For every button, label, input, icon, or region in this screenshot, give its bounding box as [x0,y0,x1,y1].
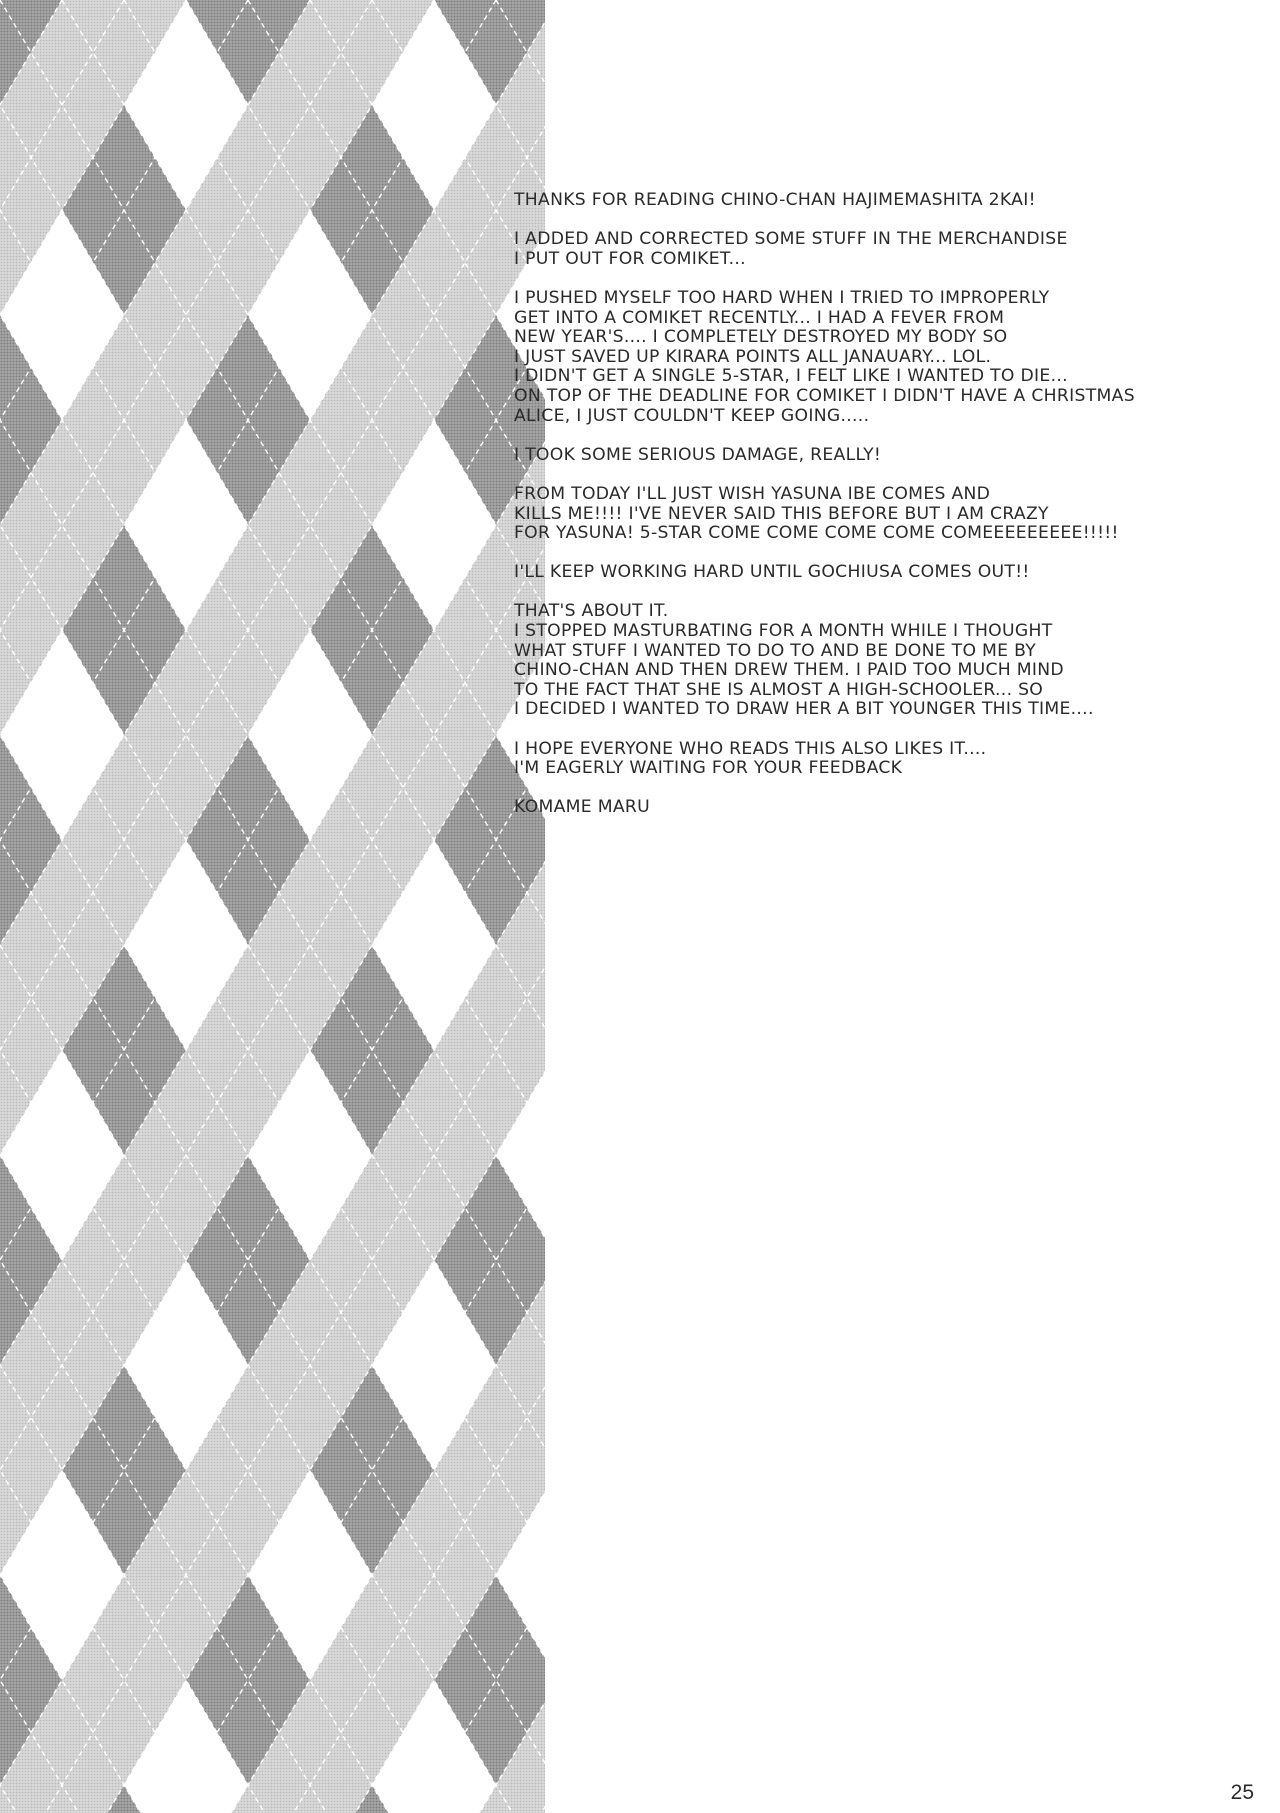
afterword-line: ALICE, I JUST COULDN'T KEEP GOING..... [514,405,870,426]
afterword-line: I DIDN'T GET A SINGLE 5-STAR, I FELT LIKE I WANTED TO DIE... [514,366,1068,387]
afterword-paragraph [514,289,1254,426]
afterword-line: I PUT OUT FOR COMIKET... [514,248,746,269]
argyle-pattern-panel [0,0,545,1813]
afterword-line: THAT'S ABOUT IT. [514,601,669,622]
afterword-line: I HOPE EVERYONE WHO READS THIS ALSO LIKES IT.... [514,738,987,759]
afterword-line: THANKS FOR READING CHINO-CHAN HAJIMEMASHITA 2KAI! [514,190,1036,210]
afterword-line: I STOPPED MASTURBATING FOR A MONTH WHILE I THOUGHT [514,621,1053,642]
afterword-line: NEW YEAR'S.... I COMPLETELY DESTROYED MY BODY SO [514,327,1008,348]
afterword-paragraph [514,740,1254,779]
afterword-line: FOR YASUNA! 5-STAR COME COME COME COME COMEEEEEEEEE!!!!! [514,523,1119,544]
afterword-text [514,191,1254,838]
afterword-paragraph [514,485,1254,544]
afterword-line: I TOOK SOME SERIOUS DAMAGE, REALLY! [514,444,882,465]
afterword-paragraph [514,798,1254,818]
afterword-paragraph [514,446,1254,466]
afterword-paragraph [514,230,1254,269]
afterword-line: ON TOP OF THE DEADLINE FOR COMIKET I DIDN'T HAVE A CHRISTMAS [514,385,1135,406]
afterword-paragraph [514,563,1254,583]
afterword-line: KILLS ME!!!! I'VE NEVER SAID THIS BEFORE BUT I AM CRAZY [514,503,1049,524]
argyle-diamonds [0,0,545,1813]
afterword-line: I'LL KEEP WORKING HARD UNTIL GOCHIUSA COMES OUT!! [514,562,1030,583]
afterword-line: I'M EAGERLY WAITING FOR YOUR FEEDBACK [514,758,903,779]
afterword-line: WHAT STUFF I WANTED TO DO TO AND BE DONE TO ME BY [514,640,1037,661]
afterword-paragraph [514,602,1254,720]
afterword-line: I JUST SAVED UP KIRARA POINTS ALL JANAUARY... LOL. [514,346,992,367]
afterword-line: I ADDED AND CORRECTED SOME STUFF IN THE MERCHANDISE [514,229,1068,250]
afterword-line: CHINO-CHAN AND THEN DREW THEM. I PAID TOO MUCH MIND [514,660,1064,681]
afterword-line: KOMAME MARU [514,797,651,818]
afterword-line: GET INTO A COMIKET RECENTLY... I HAD A FEVER FROM [514,307,1005,328]
afterword-line: I DECIDED I WANTED TO DRAW HER A BIT YOUNGER THIS TIME.... [514,699,1094,720]
argyle-pattern [0,0,545,1813]
afterword-paragraph [514,191,1254,211]
afterword-line: TO THE FACT THAT SHE IS ALMOST A HIGH-SCHOOLER... SO [514,679,1044,700]
afterword-line: I PUSHED MYSELF TOO HARD WHEN I TRIED TO IMPROPERLY [514,287,1050,308]
afterword-line: FROM TODAY I'LL JUST WISH YASUNA IBE COMES AND [514,483,991,504]
page-number: 25 [1230,1781,1254,1804]
